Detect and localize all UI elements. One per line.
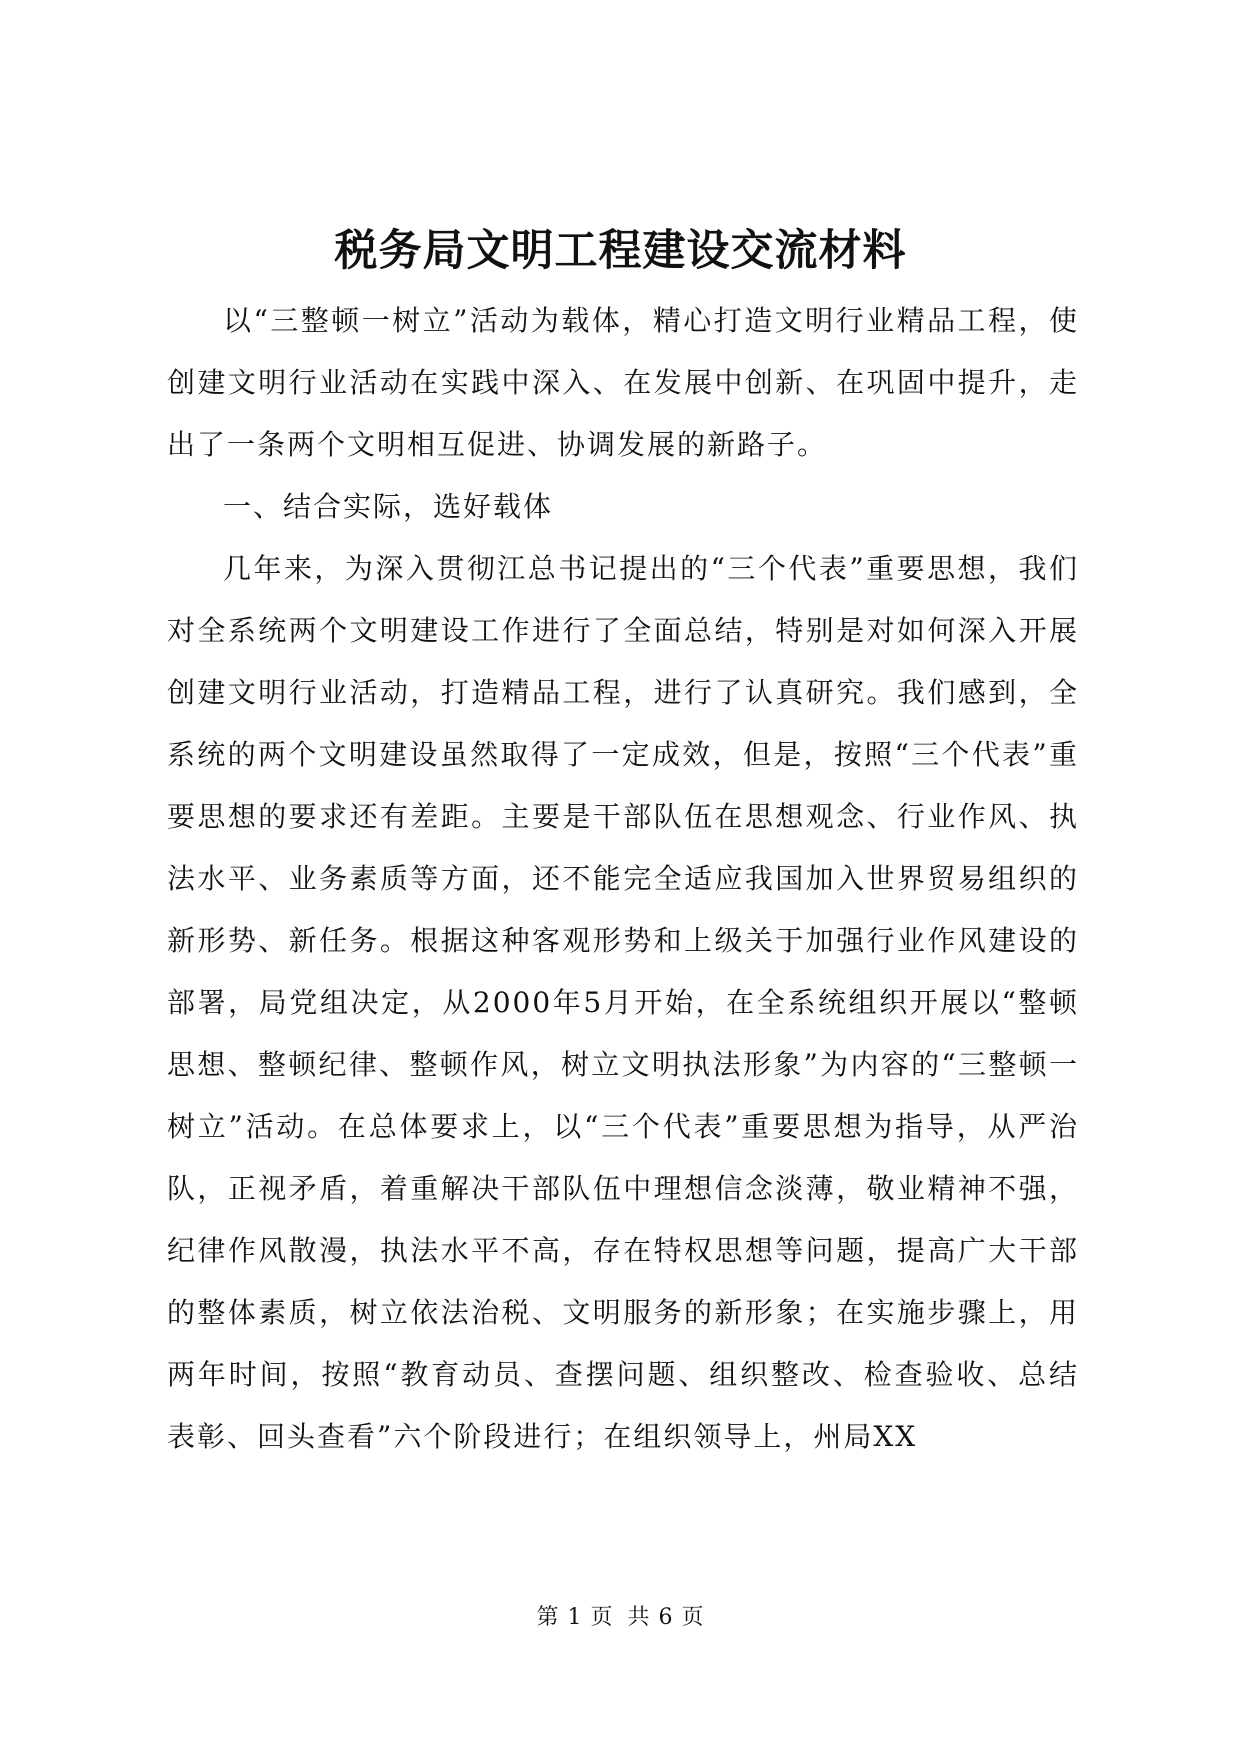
page-total: 共 6 页 <box>627 1605 705 1630</box>
document-body <box>167 290 1079 1468</box>
document-title: 税务局文明工程建设交流材料 <box>334 226 907 276</box>
section-heading: 一、结合实际，选好载体 <box>223 490 554 523</box>
page-footer <box>0 1603 1241 1633</box>
page-number: 第 1 页 <box>536 1605 614 1630</box>
body-paragraph: 几年来，为深入贯彻江总书记提出的“三个代表”重要思想，我们对全系统两个文明建设工作进行了全面总结，特别是对如何深入开展创建文明行业活动，打造精品工程，进行了认真研究。我们感到，全系统的两个文明建设虽然取得了一定成效，但是，按照“三个代表”重要思想的要求还有差距。主要是干部队伍在思想观念、行业作风、执法水平、业务素质等方面，还不能完全适应我国加入世界贸易组织的新形势、新任务。根据这种客观形势和上级关于加强行业作风建设的部署，局党组决定，从2000年5月开始，在全系统组织开展以“整顿思想、整顿纪律、整顿作风，树立文明执法形象”为内容的“三整顿一树立”活动。在总体要求上，以“三个代表”重要思想为指导，从严治队，正视矛盾，着重解决干部队伍中理想信念淡薄，敬业精神不强，纪律作风散漫，执法水平不高，存在特权思想等问题，提高广大干部的整体素质，树立依法治税、文明服务的新形象；在实施步骤上，用两年时间，按照“教育动员、查摆问题、组织整改、检查验收、总结表彰、回头查看”六个阶段进行；在组织领导上，州局XX <box>167 552 1079 1453</box>
intro-paragraph: 以“三整顿一树立”活动为载体，精心打造文明行业精品工程，使创建文明行业活动在实践中深入、在发展中创新、在巩固中提升，走出了一条两个文明相互促进、协调发展的新路子。 <box>167 304 1079 461</box>
